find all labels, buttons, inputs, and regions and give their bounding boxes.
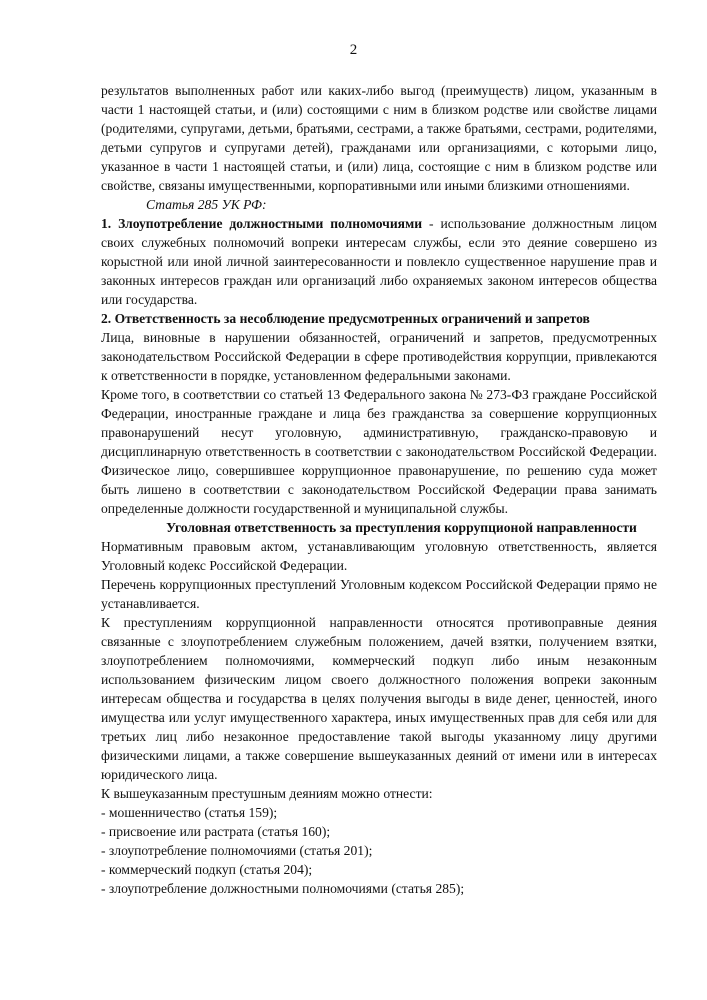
paragraph-list-intro: К вышеуказанным престушным деяниям можно отнести: xyxy=(101,786,433,801)
list-item: - злоупотребление полномочиями (статья 201); xyxy=(101,843,373,858)
list-item: - присвоение или растрата (статья 160); xyxy=(101,824,331,839)
list-item: - злоупотребление должностными полномочиями (статья 285); xyxy=(101,881,465,896)
list-item: - мошенничество (статья 159); xyxy=(101,805,278,820)
item-1-paragraph xyxy=(101,214,657,309)
document-body xyxy=(101,81,657,898)
section-criminal-heading: Уголовная ответственность за преступления коррупционой направленности xyxy=(166,520,637,535)
page-number: 2 xyxy=(349,42,358,58)
item-2-title: 2. Ответственность за несоблюдение предусмотренных ограничений и запретов xyxy=(101,311,590,326)
paragraph-corruption-crimes: К преступлениям коррупционной направленности относятся противоправные деяния связанные с злоупотреблением служебным положением, дачей взятки, получением взятки, злоупотреблением полномочиями, коммерческий подкуп либо иным незаконным использованием физическим лицом своего должностного положения вопреки законным интересам общества и государства в целях получения выгоды в виде денег, ценностей, иного имущества или услуг имущественного характера, иных имущественных прав для себя или для третьих лиц либо незаконное предоставление такой выгоды указанному лицу другими физическими лицами, а также совершение вышеуказанных деяний от имени или в интересах юридического лица. xyxy=(101,615,657,782)
list-item: - коммерческий подкуп (статья 204); xyxy=(101,862,313,877)
paragraph-list-absent: Перечень коррупционных преступлений Уголовным кодексом Российской Федерации прямо не устанавливается. xyxy=(101,577,657,611)
paragraph-normative: Нормативным правовым актом, устанавливающим уголовную ответственность, является Уголовный кодекс Российской Федерации. xyxy=(101,539,657,573)
paragraph-liability: Лица, виновные в нарушении обязанностей, ограничений и запретов, предусмотренных законодательством Российской Федерации в сфере противодействия коррупции, привлекаются к ответственности в порядке, установленном федеральными законами. xyxy=(101,330,657,383)
item-1-text: - использование должностным лицом своих служебных полномочий вопреки интересам службы, если это деяние совершено из корыстной или иной личной заинтересованности и повлекло существенное нарушение прав и законных интересов граждан или организаций либо охраняемых законом интересов общества или государства. xyxy=(101,216,657,307)
article-285-heading: Статья 285 УК РФ: xyxy=(146,197,267,212)
item-1-title: 1. Злоупотребление должностными полномочиями xyxy=(101,216,423,231)
paragraph-273fz: Кроме того, в соответствии со статьей 13 Федерального закона № 273-ФЗ граждане Российской Федерации, иностранные граждане и лица без гражданства за совершение коррупционных правонарушений несут уголовную, административную, гражданско-правовую и дисциплинарную ответственность в соответствии с законодательством Российской Федерации. Физическое лицо, совершившее коррупционное правонарушение, по решению суда может быть лишено в соответствии с законодательством Российской Федерации права занимать определенные должности государственной и муниципальной службы. xyxy=(101,387,657,516)
paragraph-intro: результатов выполненных работ или каких-либо выгод (преимуществ) лицом, указанным в части 1 настоящей статьи, и (или) состоящими с ним в близком родстве или свойстве лицами (родителями, супругами, детьми, братьями, сестрами, а также братьями, сестрами, родителями, детьми супругов и супругами детей), гражданами или организациями, с которыми лицо, указанное в части 1 настоящей статьи, и (или) лица, состоящие с ним в близком родстве или свойстве, связаны имущественными, корпоративными или иными близкими отношениями. xyxy=(101,83,657,193)
